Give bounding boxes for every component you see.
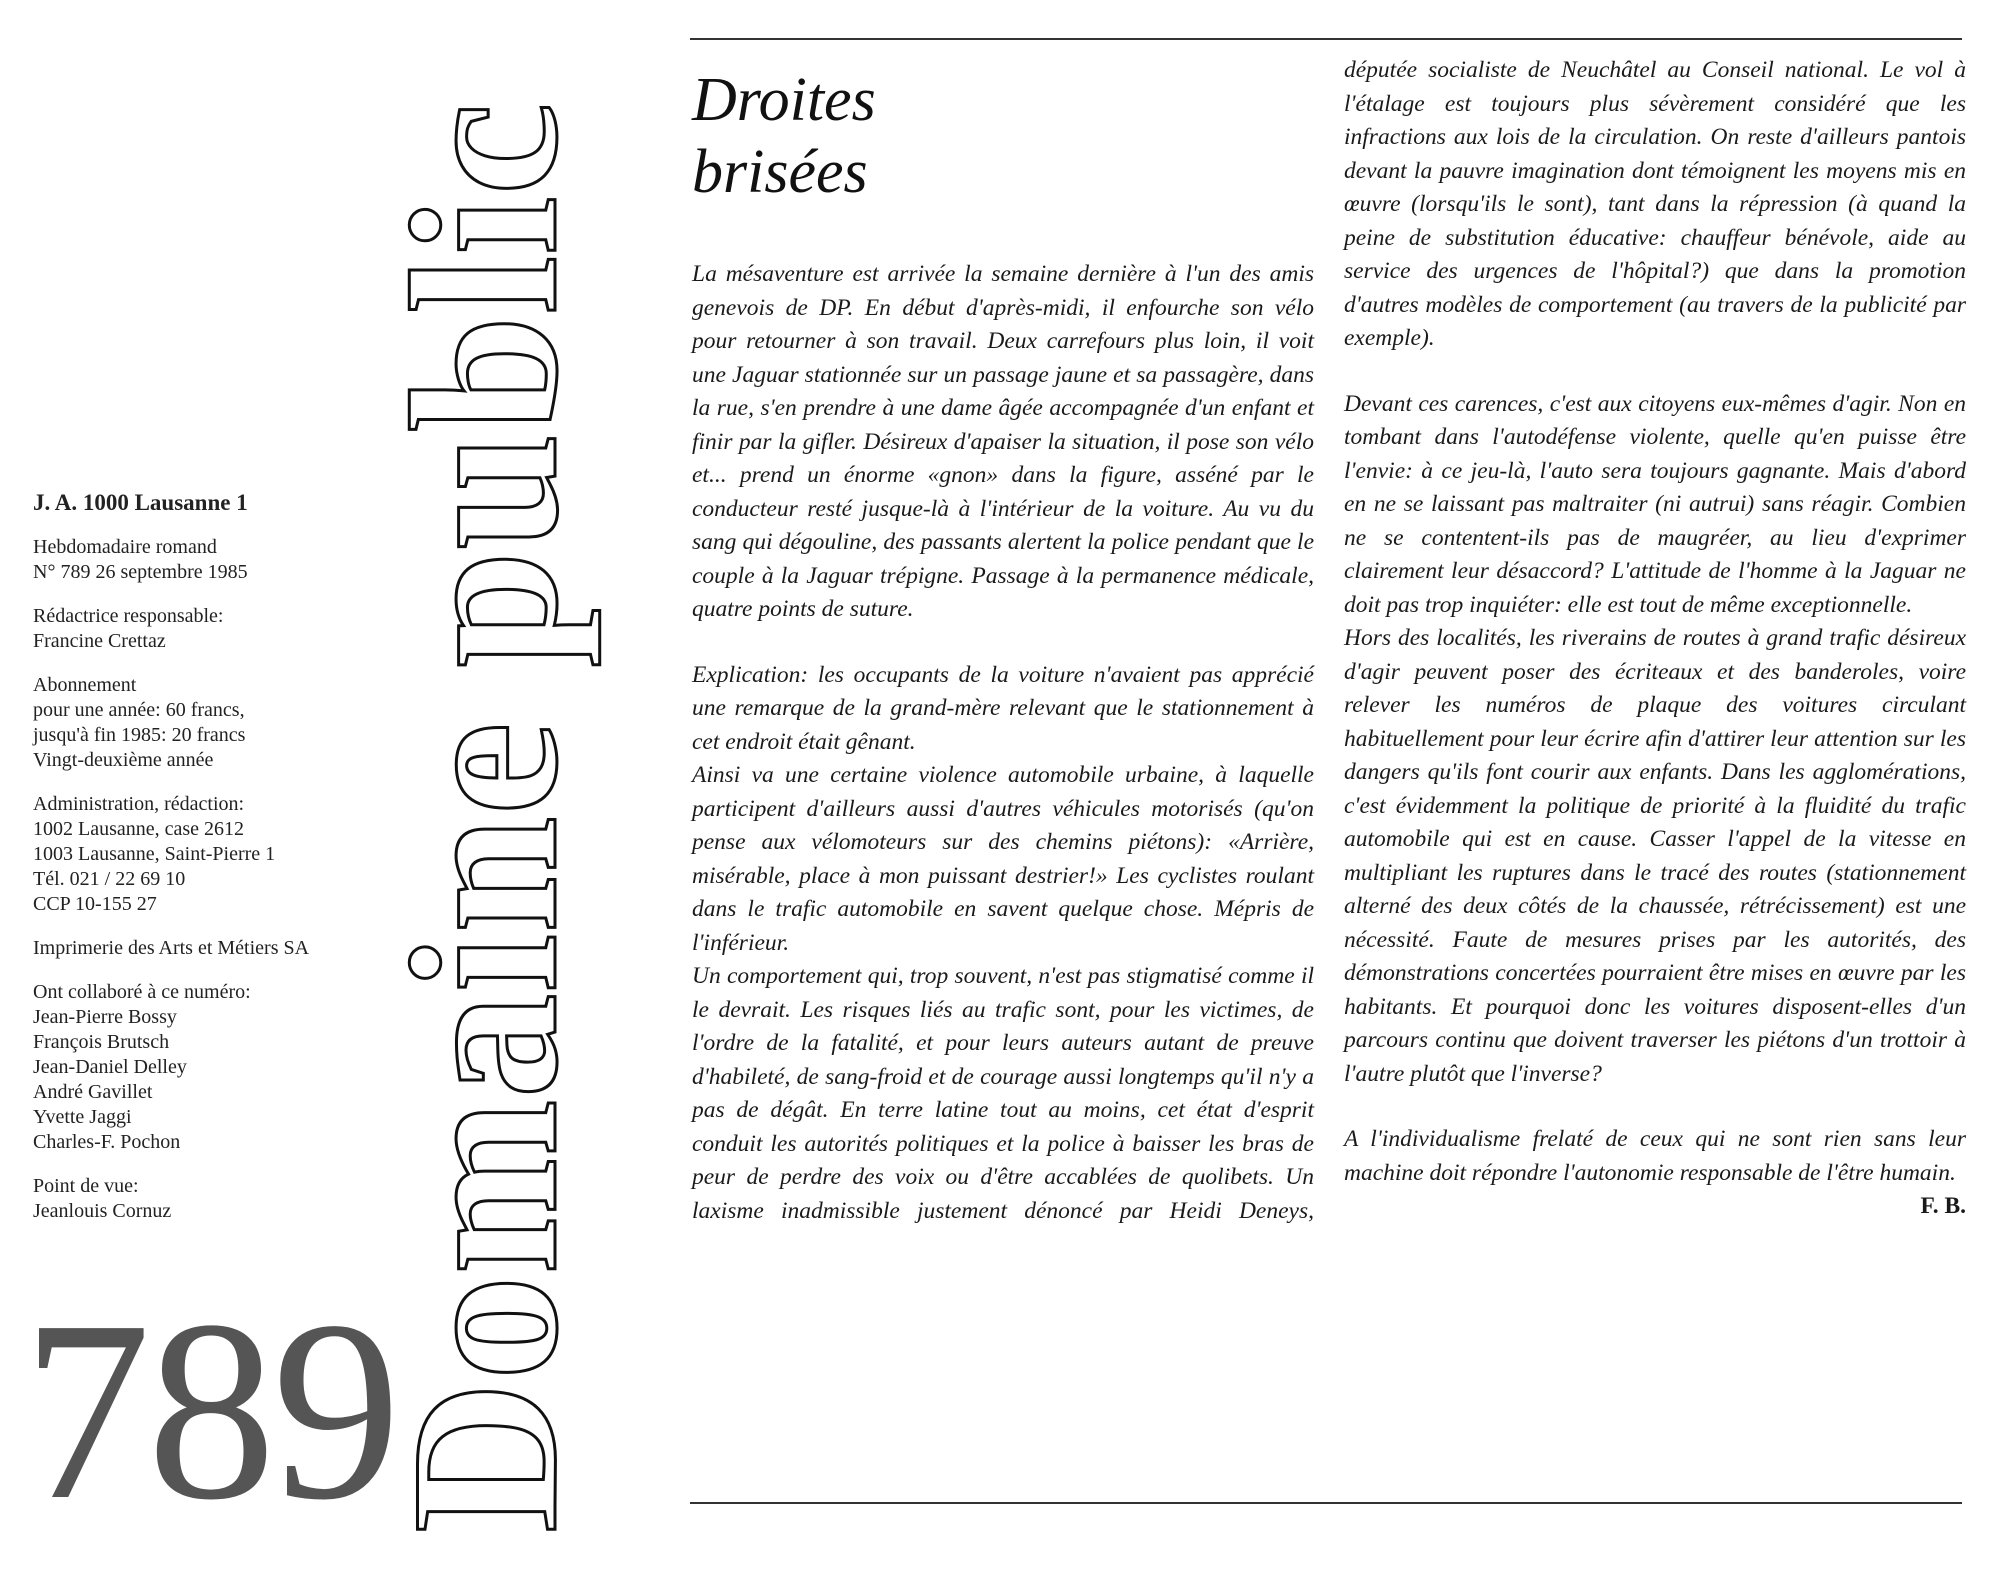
info-line: Rédactrice responsable: [33,605,224,627]
info-line: Jeanlouis Cornuz [33,1200,172,1222]
info-line: Charles-F. Pochon [33,1131,181,1153]
article-paragraph: Explication: les occupants de la voiture n'avaient pas apprécié une remarque de la grand-mère relevant que le stationnement à cet endroit était gênant. [692,661,1314,755]
article-headline [692,64,876,208]
info-line: CCP 10-155 27 [33,893,157,915]
top-rule [690,38,1962,40]
info-line: Francine Crettaz [33,630,166,652]
info-line: Hebdomadaire romand [33,536,217,558]
info-block-administration [33,792,363,917]
imprint-line: J. A. 1000 Lausanne 1 [33,490,248,515]
issue-number: 789 [22,1267,397,1553]
article-paragraph: Un comportement qui, trop souvent, n'est pas stigmatisé comme il le devrait. Les risques liés au trafic sont, pour les victimes, de l'ordre de la fatalité, et pour leurs auteurs autant de preuve d'habileté, de sang-froid et de courage aussi longtemps qu'il n'y a pas de dégât. En terre latine tout au moins, cet état d'esprit conduit les autorités politiques et la police à baisser les bras de peur de perdre des voix ou d'être accablées de quolibets. Un laxisme inadmissible justement dénoncé par Heidi Deneys, [692,963,1314,1224]
headline-line: brisées [692,138,868,206]
article-paragraph: députée socialiste de Neuchâtel au Conseil national. Le vol à l'étalage est toujours plus sévèrement considéré que les infractions aux lois de la circulation. On reste d'ailleurs pantois devant la pauvre imagination dont témoignent les moyens mis en œuvre (lorsqu'ils le sont), tant dans la répression (à quand la peine de substitution éducative: chauffeur bénévole, aide au service des urgences de l'hôpital?) que dans la promotion d'autres modèles de comportement (au travers de la publicité par exemple). [1344,57,1966,351]
article-paragraph: La mésaventure est arrivée la semaine dernière à l'un des amis genevois de DP. En début d'après-midi, il enfourche son vélo pour retourner à son travail. Deux carrefours plus loin, il voit une Jaguar stationnée sur un passage jaune et sa passagère, dans la rue, s'en prendre à une dame âgée accompagnée d'un enfant et finir par la gifler. Désireux d'apaiser la situation, il pose son vélo et... prend un énorme «gnon» dans la figure, asséné par le conducteur resté jusque-là à l'intérieur de la voiture. Au vu du sang qui dégouline, des passants alertent la police pendant que le couple à la Jaguar trépigne. Passage à la permanence médicale, quatre points de suture. [692,261,1314,622]
info-block-printer [33,936,363,961]
info-line: Ont collaboré à ce numéro: [33,981,251,1003]
info-line: Vingt-deuxième année [33,749,214,771]
info-line: André Gavillet [33,1081,153,1103]
info-line: Yvette Jaggi [33,1106,132,1128]
info-line: jusqu'à fin 1985: 20 francs [33,724,246,746]
info-block-point-de-vue [33,1174,363,1224]
info-block-subscription [33,673,363,773]
closing-text: A l'individualisme frelaté de ceux qui ne sont rien sans leur machine doit répondre l'autonomie responsable de l'être humain. [1344,1126,1966,1186]
info-line: Imprimerie des Arts et Métiers SA [33,937,310,959]
info-line: François Brutsch [33,1031,170,1053]
article-paragraph: Ainsi va une certaine violence automobile urbaine, à laquelle participent d'ailleurs aussi d'autres véhicules motorisés (qu'on pense aux vélomoteurs sur des chemins piétons): «Arrière, misérable, place à mon puissant destrier!» Les cyclistes roulant dans le trafic automobile en savent quelque chose. Mépris de l'inférieur. [692,762,1314,956]
info-line: Jean-Pierre Bossy [33,1006,177,1028]
author-signoff: F. B. [1920,1193,1966,1219]
info-line: Tél. 021 / 22 69 10 [33,868,186,890]
info-block-editor [33,604,363,654]
info-line: Jean-Daniel Delley [33,1056,187,1078]
headline-line: Droites [692,66,876,134]
info-line: pour une année: 60 francs, [33,699,245,721]
bottom-rule [690,1502,1962,1504]
masthead-title: Domaine public [369,101,601,1533]
article-column-right [1344,54,1966,1224]
publication-info [33,490,363,1243]
article-paragraph: Devant ces carences, c'est aux citoyens eux-mêmes d'agir. Non en tombant dans l'autodéfense violente, quelle qu'en puisse être l'envie: à ce jeu-là, l'auto sera toujours gagnante. Mais d'abord en ne se laissant pas maltraiter (ni autrui) sans réagir. Combien ne se contentent-ils pas de maugréer, au lieu d'exprimer clairement leur désaccord? L'attitude de l'homme à la Jaguar ne doit pas trop inquiéter: elle est tout de même exceptionnelle. [1344,390,1966,618]
info-line: Abonnement [33,674,137,696]
info-line: Administration, rédaction: [33,793,245,815]
article-column-left [692,258,1314,1228]
info-line: 1002 Lausanne, case 2612 [33,818,245,840]
article-paragraph-final [1344,1123,1966,1219]
info-line: 1003 Lausanne, Saint-Pierre 1 [33,843,276,865]
info-line: Point de vue: [33,1175,139,1197]
article-paragraph: Hors des localités, les riverains de routes à grand trafic désireux d'agir peuvent poser des écriteaux et des banderoles, voire relever les numéros de plaque des voitures circulant habituellement pour leur écrire afin d'attirer leur attention sur les dangers qu'ils font courir aux enfants. Dans les agglomérations, c'est évidemment la politique de priorité à la fluidité du trafic automobile qui est en cause. Casser l'appel de la vitesse en multipliant les ruptures dans le tracé des routes (stationnement alterné des deux côtés de la chaussée, rétrécissement) est une nécessité. Faute de mesures prises par les autorités, des démonstrations concertées pourraient être mises en œuvre par les habitants. Et pourquoi donc les voitures disposent-elles d'un parcours continu que doivent traverser les piétons d'un trottoir à l'autre plutôt que l'inverse? [1344,625,1966,1087]
info-line: N° 789 26 septembre 1985 [33,561,248,583]
info-block-contributors [33,980,363,1155]
info-block-periodicity [33,535,363,585]
